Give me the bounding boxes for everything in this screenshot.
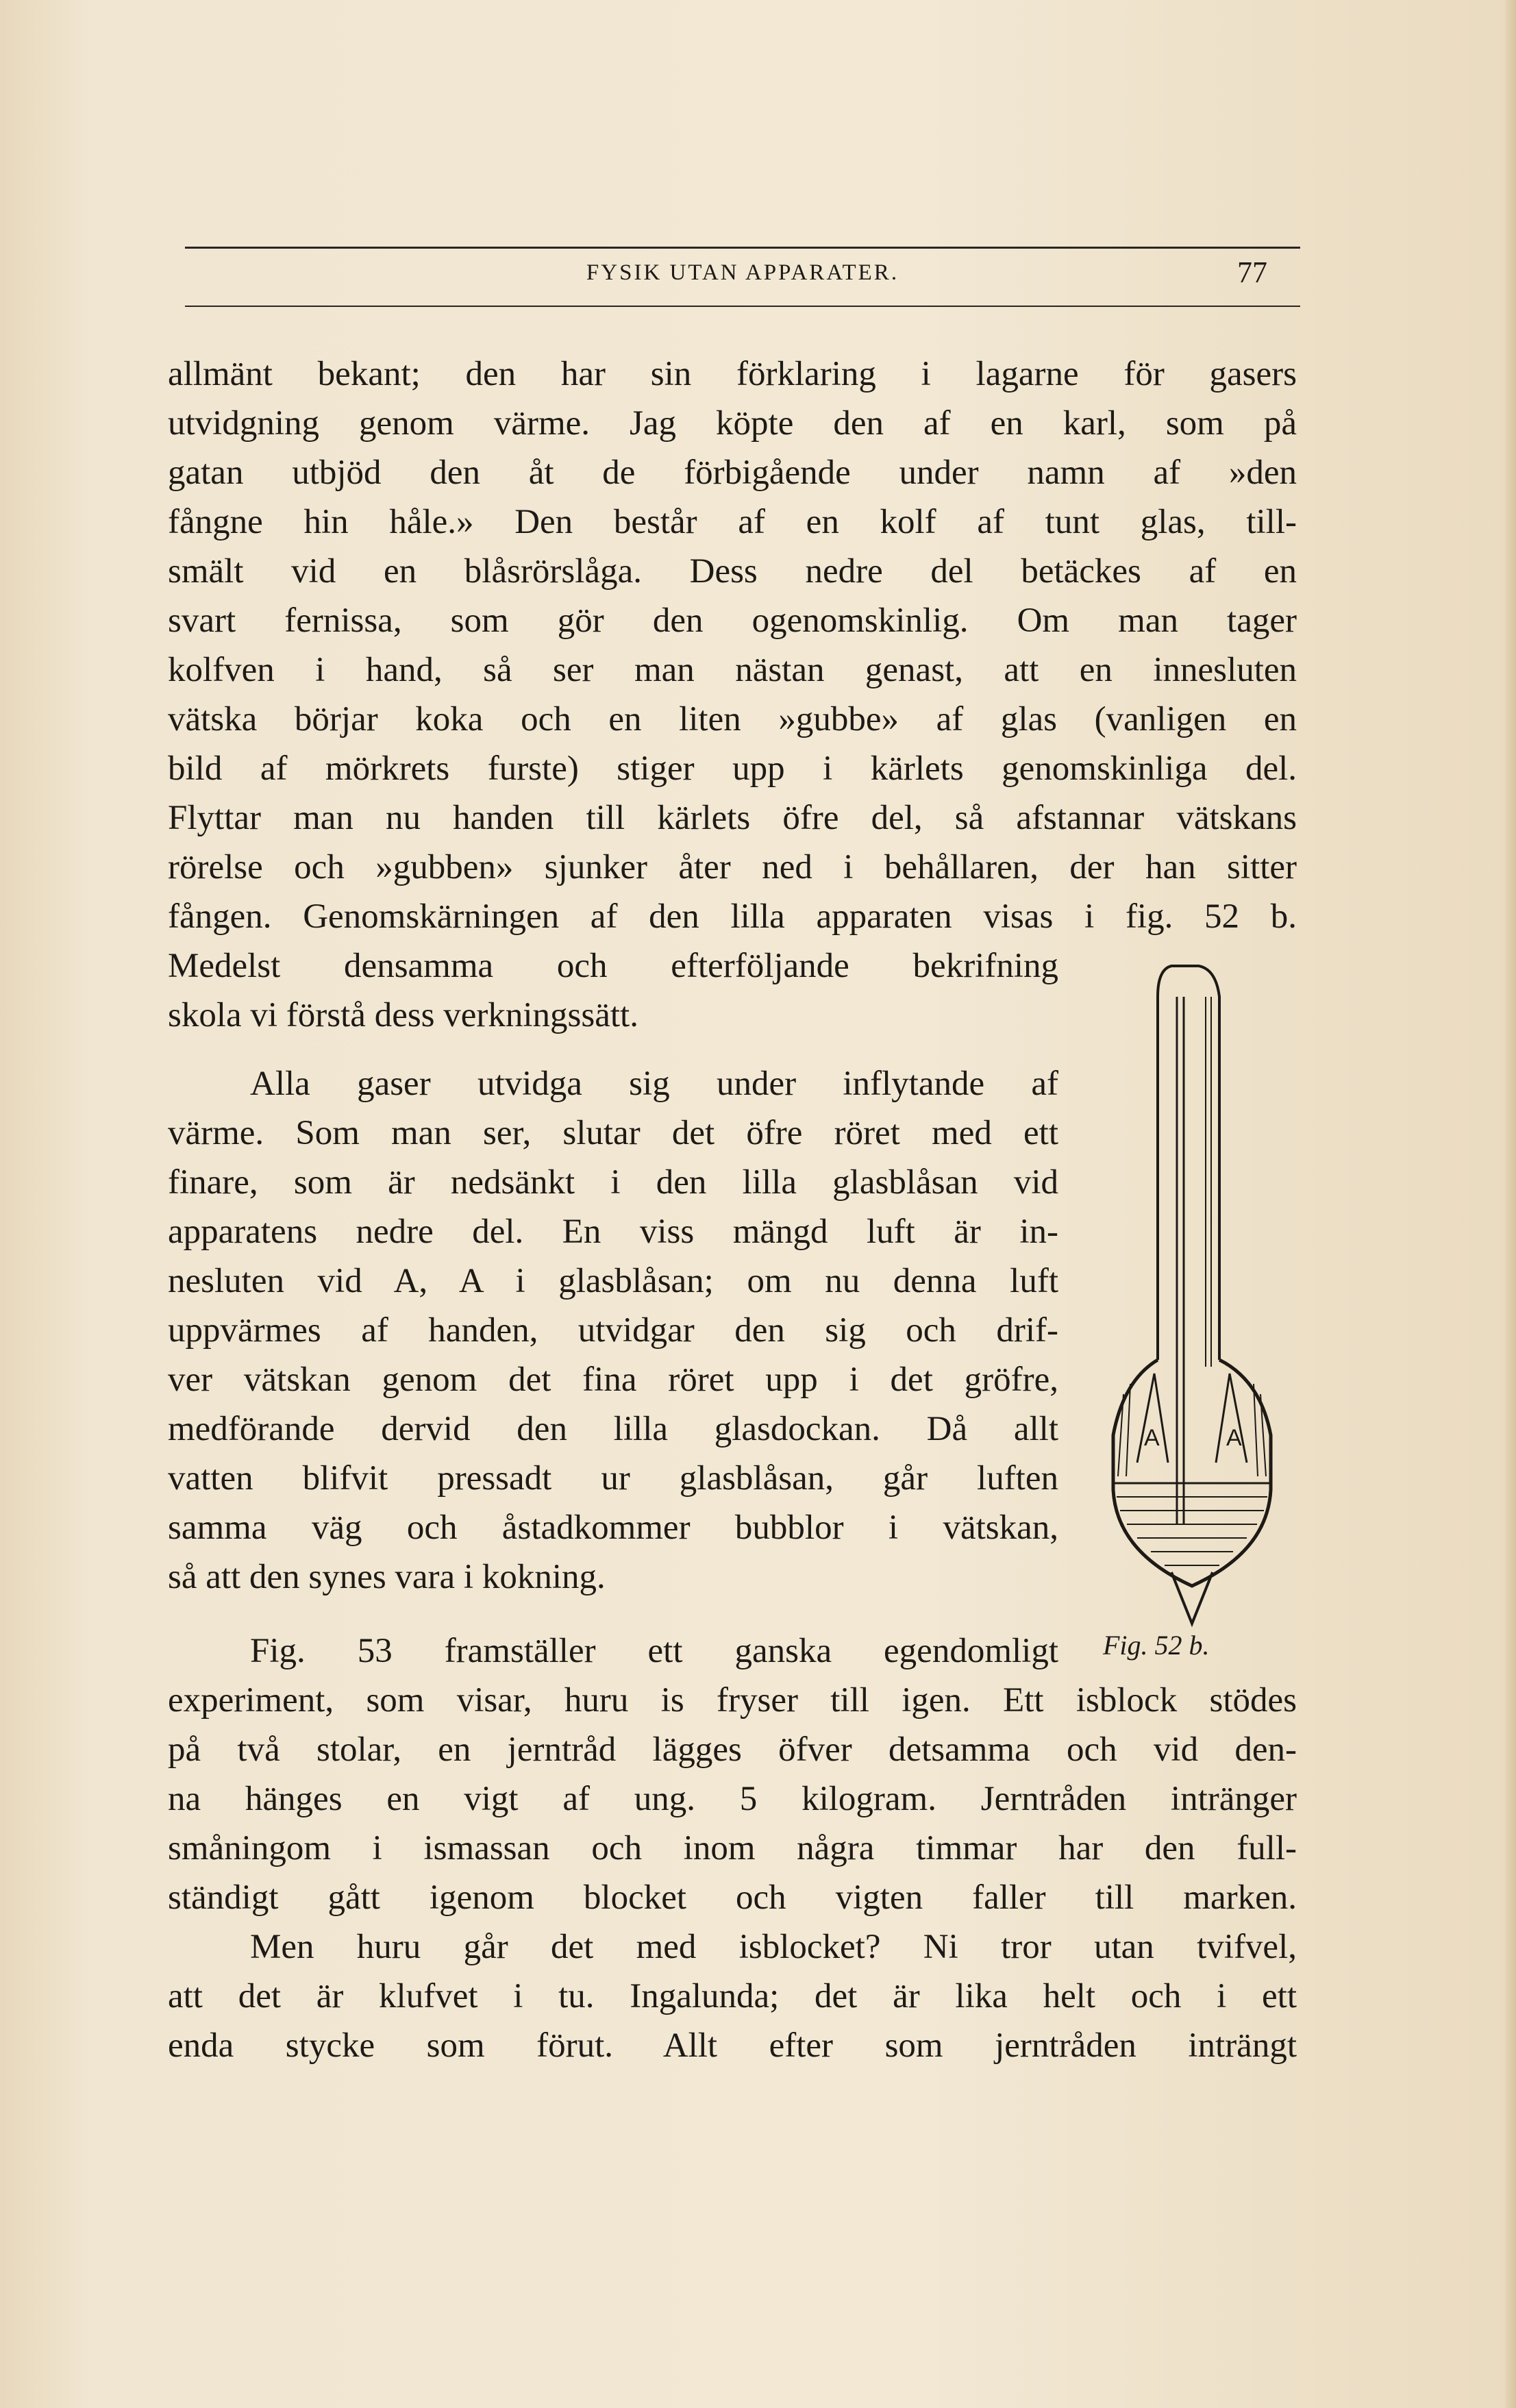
page-header — [185, 255, 1300, 303]
text-line: småningom i ismassan och inom några timmar har den full- — [168, 1829, 1297, 1867]
text-line: ver vätskan genom det fina röret upp i det gröfre, — [168, 1361, 1058, 1399]
figure-52b — [1096, 956, 1302, 1675]
text-line: värme. Som man ser, slutar det öfre röret med ett — [168, 1114, 1058, 1152]
text-line: fångne hin håle.» Den består af en kolf af tunt glas, till- — [168, 503, 1297, 541]
text-line: Fig. 53 framställer ett ganska egendomligt — [250, 1632, 1058, 1670]
text-line: experiment, som visar, huru is fryser till igen. Ett isblock stödes — [168, 1681, 1297, 1720]
page-edge — [1505, 0, 1516, 2408]
figure-caption: Fig. 52 b. — [1103, 1630, 1210, 1661]
text-line: utvidgning genom värme. Jag köpte den af en karl, som på — [168, 404, 1297, 443]
text-line: skola vi förstå dess verkningssätt. — [168, 996, 638, 1034]
flask-illustration — [1096, 956, 1302, 1627]
text-line: finare, som är nedsänkt i den lilla glasblåsan vid — [168, 1163, 1058, 1202]
text-line: Medelst densamma och efterföljande bekrifning — [168, 947, 1058, 985]
text-line: att det är klufvet i tu. Ingalunda; det är lika helt och i ett — [168, 1977, 1297, 2015]
text-line: bild af mörkrets furste) stiger upp i kärlets genomskinliga del. — [168, 749, 1297, 788]
text-line: uppvärmes af handen, utvidgar den sig och drif- — [168, 1311, 1058, 1350]
text-line: svart fernissa, som gör den ogenomskinlig. Om man tager — [168, 601, 1297, 640]
text-line: ständigt gått igenom blocket och vigten faller till marken. — [168, 1878, 1297, 1917]
text-line: gatan utbjöd den åt de förbigående under namn af »den — [168, 454, 1297, 492]
header-rule-top — [185, 247, 1300, 249]
text-line: Flyttar man nu handen till kärlets öfre del, så afstannar vätskans — [168, 799, 1297, 837]
text-line: apparatens nedre del. En viss mängd luft är in- — [168, 1213, 1058, 1251]
text-line: på två stolar, en jerntråd lägges öfver detsamma och vid den- — [168, 1730, 1297, 1769]
label-a-right: A — [1226, 1425, 1242, 1451]
text-line: rörelse och »gubben» sjunker åter ned i behållaren, der han sitter — [168, 848, 1297, 886]
text-line: kolfven i hand, så ser man nästan genast, att en innesluten — [168, 651, 1297, 689]
text-line: samma väg och åstadkommer bubblor i vätskan, — [168, 1509, 1058, 1547]
running-title: FYSIK UTAN APPARATER. — [586, 260, 899, 285]
label-a-left: A — [1144, 1425, 1160, 1451]
header-rule-bottom — [185, 306, 1300, 307]
page-number: 77 — [1237, 256, 1267, 289]
text-line: vätska börjar koka och en liten »gubbe» af glas (vanligen en — [168, 700, 1297, 738]
text-line: allmänt bekant; den har sin förklaring i lagarne för gasers — [168, 355, 1297, 393]
text-line: Alla gaser utvidga sig under inflytande af — [250, 1065, 1058, 1103]
text-line: Men huru går det med isblocket? Ni tror utan tvifvel, — [250, 1928, 1297, 1966]
text-line: så att den synes vara i kokning. — [168, 1558, 606, 1596]
text-line: fången. Genomskärningen af den lilla apparaten visas i fig. 52 b. — [168, 897, 1297, 936]
text-line: vatten blifvit pressadt ur glasblåsan, går luften — [168, 1459, 1058, 1498]
text-line: smält vid en blåsrörslåga. Dess nedre del betäckes af en — [168, 552, 1297, 591]
text-line: medförande dervid den lilla glasdockan. Då allt — [168, 1410, 1058, 1448]
text-line: nesluten vid A, A i glasblåsan; om nu denna luft — [168, 1262, 1058, 1300]
text-line: enda stycke som förut. Allt efter som jerntråden inträngt — [168, 2026, 1297, 2065]
text-line: na hänges en vigt af ung. 5 kilogram. Jerntråden intränger — [168, 1780, 1297, 1818]
